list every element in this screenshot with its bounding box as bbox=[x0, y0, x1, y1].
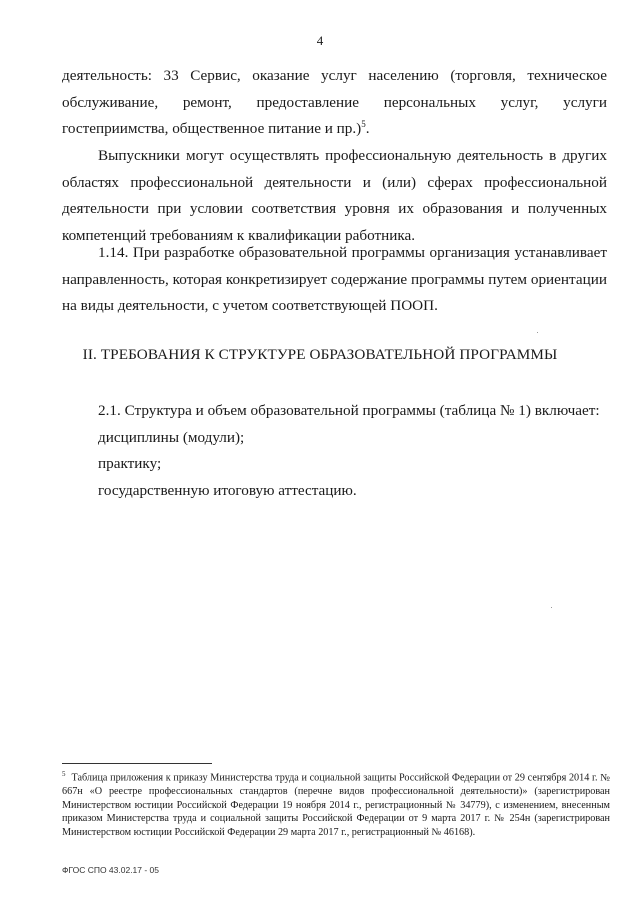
text-line: на виды деятельности, с учетом соответствующей ПООП. bbox=[62, 297, 438, 314]
text-line: Выпускники могут осуществлять профессиональную деятельность в других bbox=[98, 147, 607, 164]
text-line: областях профессиональной деятельности и (или) сферах профессиональной bbox=[62, 173, 607, 191]
text-line: обслуживание, ремонт, предоставление персональных услуг, услуги bbox=[62, 93, 607, 111]
page-number: 4 bbox=[316, 33, 324, 48]
text-line bbox=[62, 116, 607, 143]
document-code: ФГОС СПО 43.02.17 - 05 bbox=[62, 865, 160, 875]
footnote-text: Таблица приложения к приказу Министерства труда и социальной защиты Российской Федерации от 29 сентября 2014 г. № 667н «О реестре профессиональных стандартов (перечне видов профессиональной деятельности)» (зарегистрирован Министерством юстиции Российской Федерации 19 ноября 2014 г., регистрационный № 34779), с изменением, внесенным приказом Министерства труда и социальной защиты Российской Федерации от 9 марта 2017 г. № 254н (зарегистрирован Министерством юстиции Российской Федерации 29 марта 2017 г., регистрационный № 46168). bbox=[62, 772, 610, 838]
footnote bbox=[62, 768, 610, 839]
section-heading: II. ТРЕБОВАНИЯ К СТРУКТУРЕ ОБРАЗОВАТЕЛЬНОЙ ПРОГРАММЫ bbox=[82, 346, 558, 363]
list-item: практику; bbox=[98, 455, 162, 472]
footnote-reference[interactable]: 5 bbox=[361, 118, 366, 129]
text-line: деятельность: 33 Сервис, оказание услуг населению (торговля, техническое bbox=[62, 67, 607, 84]
text-line: деятельности при условии соответствия уровня их образования и полученных bbox=[62, 200, 607, 217]
scan-speck bbox=[537, 332, 538, 333]
list-item: государственную итоговую аттестацию. bbox=[98, 481, 357, 499]
text-line: направленность, которая конкретизирует содержание программы путем ориентации bbox=[62, 270, 607, 288]
structure-list bbox=[98, 398, 618, 504]
scan-speck bbox=[551, 607, 552, 608]
paragraph-activities bbox=[62, 63, 607, 143]
text-line: 1.14. При разработке образовательной программы организация устанавливает bbox=[98, 244, 607, 261]
paragraph-graduates bbox=[62, 143, 607, 249]
list-intro: 2.1. Структура и объем образовательной программы (таблица № 1) включает: bbox=[98, 402, 600, 419]
list-item: дисциплины (модули); bbox=[98, 428, 245, 446]
text-span: гостеприимства, общественное питание и пр.) bbox=[62, 120, 362, 137]
footnote-separator bbox=[62, 763, 212, 764]
paragraph-1-14 bbox=[62, 240, 607, 320]
footnote-mark: 5 bbox=[62, 770, 66, 778]
text-line: компетенций требованиям к квалификации работника. bbox=[62, 226, 416, 244]
text-span: . bbox=[365, 120, 370, 137]
